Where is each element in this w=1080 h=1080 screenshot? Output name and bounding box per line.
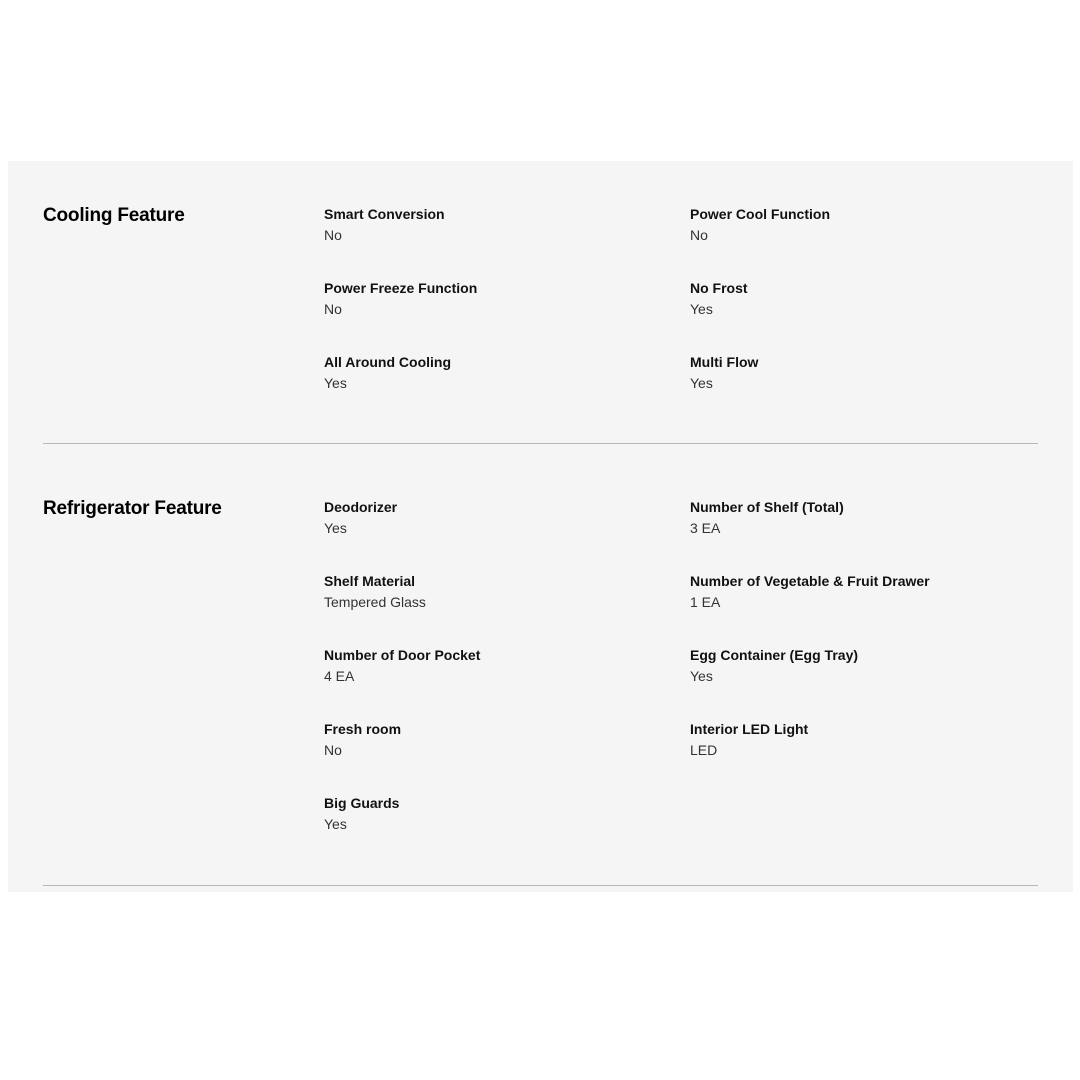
spec-item (690, 720, 1038, 794)
spec-value: LED (690, 742, 718, 758)
spec-value: Yes (324, 816, 347, 832)
section-divider (43, 885, 1038, 886)
spec-name: No Frost (690, 280, 748, 296)
spec-item (690, 279, 1038, 353)
spec-value: Yes (690, 375, 713, 391)
spec-value: 1 EA (690, 594, 721, 610)
spec-value: 4 EA (324, 668, 355, 684)
spec-name: Power Freeze Function (324, 280, 478, 296)
spec-item (324, 279, 690, 353)
section-title: Cooling Feature (43, 205, 185, 226)
spec-value: Tempered Glass (324, 594, 426, 610)
spec-name: Number of Shelf (Total) (690, 499, 844, 515)
spec-list (324, 498, 1038, 868)
spec-value: Yes (690, 301, 713, 317)
section-cooling-feature (43, 161, 1038, 444)
spec-item (690, 205, 1038, 279)
spec-item (324, 205, 690, 279)
specs-panel (8, 161, 1073, 892)
spec-value: 3 EA (690, 520, 721, 536)
spec-item (690, 498, 1038, 572)
spec-item (690, 646, 1038, 720)
spec-item (324, 794, 690, 868)
spec-value: Yes (324, 520, 347, 536)
spec-item (324, 720, 690, 794)
spec-name: All Around Cooling (324, 354, 452, 370)
spec-value: No (324, 301, 342, 317)
spec-item (324, 646, 690, 720)
spec-value: Yes (690, 668, 713, 684)
spec-item (690, 572, 1038, 646)
spec-value: No (324, 742, 342, 758)
spec-item (324, 572, 690, 646)
spec-item (324, 498, 690, 572)
spec-name: Number of Door Pocket (324, 647, 481, 663)
section-title: Refrigerator Feature (43, 498, 222, 519)
spec-value: No (690, 227, 708, 243)
spec-name: Deodorizer (324, 499, 398, 515)
spec-name: Interior LED Light (690, 721, 809, 737)
spec-item (690, 353, 1038, 427)
spec-item (324, 353, 690, 427)
spec-name: Fresh room (324, 721, 402, 737)
section-refrigerator-feature (43, 444, 1038, 886)
spec-name: Shelf Material (324, 573, 416, 589)
spec-name: Multi Flow (690, 354, 759, 370)
spec-list (324, 205, 1038, 427)
spec-name: Big Guards (324, 795, 400, 811)
spec-name: Number of Vegetable & Fruit Drawer (690, 573, 930, 589)
spec-name: Smart Conversion (324, 206, 445, 222)
spec-name: Power Cool Function (690, 206, 830, 222)
spec-value: Yes (324, 375, 347, 391)
spec-value: No (324, 227, 342, 243)
spec-name: Egg Container (Egg Tray) (690, 647, 859, 663)
